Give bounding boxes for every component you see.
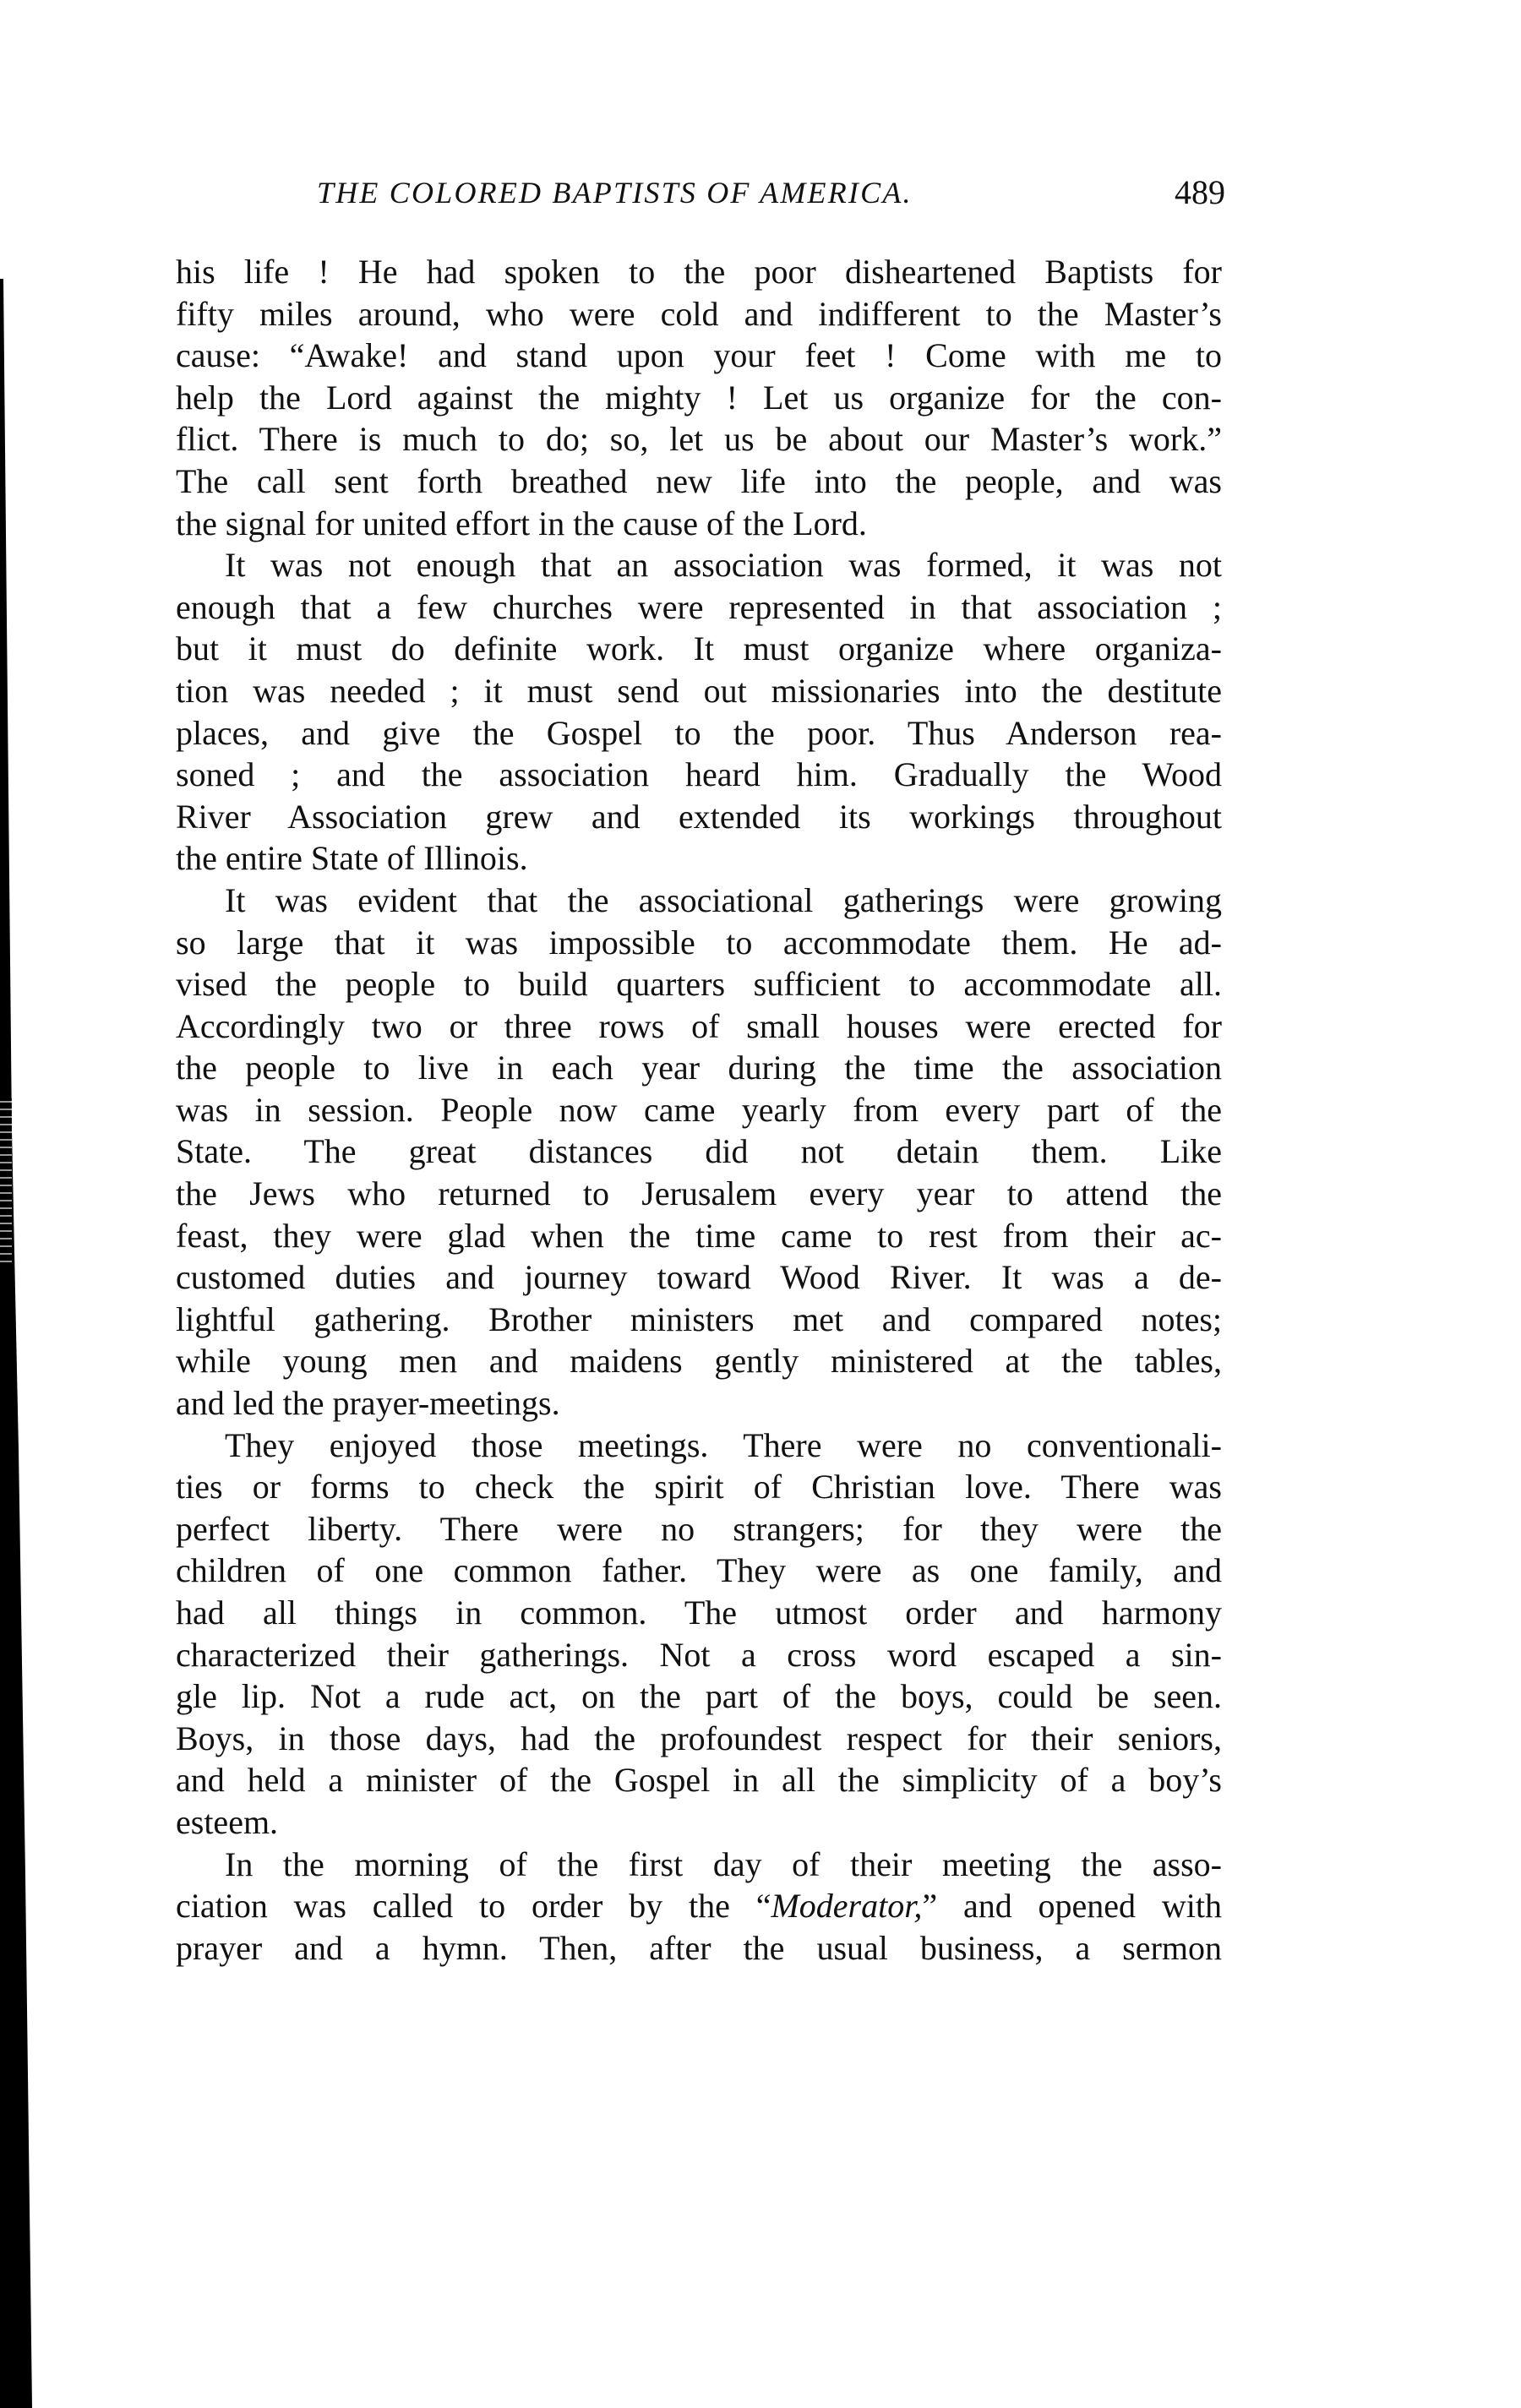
text-segment: ciation was called to order by the “ (176, 1887, 771, 1926)
text-line: characterized their gatherings. Not a cross word escaped a sin- (176, 1635, 1222, 1674)
text-line: River Association grew and extended its workings throughout (176, 797, 1222, 836)
text-line: Boys, in those days, had the profoundest respect for their seniors, (176, 1719, 1222, 1757)
text-line: Accordingly two or three rows of small houses were erected for (176, 1006, 1222, 1045)
binding-gutter-shadow (0, 279, 34, 2408)
text-line: vised the people to build quarters sufficient to accommodate all. (176, 965, 1222, 1004)
text-line: was in session. People now came yearly from every part of the (176, 1090, 1222, 1129)
text-line: lightful gathering. Brother ministers met and compared notes; (176, 1299, 1222, 1338)
paragraph (176, 1844, 1222, 1969)
text-line: and led the prayer-meetings. (176, 1384, 560, 1423)
text-line: ties or forms to check the spirit of Christian love. There was (176, 1468, 1222, 1506)
text-line: cause: “Awake! and stand upon your feet ! Come with me to (176, 336, 1222, 375)
running-head (317, 173, 1225, 215)
page-number: 489 (1175, 173, 1225, 211)
text-line: the Jews who returned to Jerusalem every year to attend the (176, 1174, 1222, 1213)
text-segment: ” and opened with (922, 1887, 1222, 1926)
text-line: and held a minister of the Gospel in all the simplicity of a boy’s (176, 1761, 1222, 1800)
text-line: the signal for united effort in the cause of the Lord. (176, 504, 867, 542)
text-line: It was evident that the associational gatherings were growing (225, 880, 1222, 919)
text-line: fifty miles around, who were cold and indifferent to the Master’s (176, 294, 1222, 333)
paragraph (176, 880, 1222, 1425)
text-line: children of one common father. They were as one family, and (176, 1551, 1222, 1590)
text-line: gle lip. Not a rude act, on the part of the boys, could be seen. (176, 1677, 1222, 1716)
text-line: soned ; and the association heard him. Gradually the Wood (176, 755, 1222, 794)
text-line: customed duties and journey toward Wood River. It was a de- (176, 1258, 1222, 1297)
text-line: State. The great distances did not detain them. Like (176, 1132, 1222, 1171)
text-line: perfect liberty. There were no strangers; for they were the (176, 1509, 1222, 1548)
text-line: so large that it was impossible to accommodate them. He ad- (176, 923, 1222, 962)
text-line: feast, they were glad when the time came to rest from their ac- (176, 1216, 1222, 1255)
text-line: It was not enough that an association was formed, it was not (225, 546, 1222, 585)
text-line: tion was needed ; it must send out missionaries into the destitute (176, 671, 1222, 710)
text-line: while young men and maidens gently ministered at the tables, (176, 1342, 1222, 1381)
text-line: In the morning of the first day of their meeting the asso- (225, 1844, 1222, 1883)
paragraph (176, 544, 1222, 880)
text-line: his life ! He had spoken to the poor disheartened Baptists for (176, 253, 1222, 291)
text-line: help the Lord against the mighty ! Let us organize for the con- (176, 378, 1222, 417)
text-line: places, and give the Gospel to the poor. Thus Anderson rea- (176, 713, 1222, 752)
text-line: enough that a few churches were represented in that association ; (176, 587, 1222, 626)
body-text (176, 251, 1222, 1969)
text-line: esteem. (176, 1802, 279, 1841)
text-line: had all things in common. The utmost order and harmony (176, 1594, 1222, 1632)
text-line: but it must do definite work. It must organize where organiza- (176, 629, 1222, 668)
text-line-with-italic (176, 1885, 1222, 1927)
text-line: They enjoyed those meetings. There were no conventionali- (225, 1425, 1222, 1464)
text-line: flict. There is much to do; so, let us be about our Master’s work.” (176, 420, 1222, 459)
running-head-title: THE COLORED BAPTISTS OF AMERICA. (317, 176, 913, 210)
text-line: the people to live in each year during the time the association (176, 1049, 1222, 1087)
binding-gutter-noise (0, 1098, 12, 1267)
text-line: prayer and a hymn. Then, after the usual business, a sermon (176, 1928, 1222, 1967)
paragraph (176, 251, 1222, 544)
italic-term-moderator: Moderator, (771, 1887, 923, 1926)
text-line: the entire State of Illinois. (176, 839, 528, 878)
paragraph (176, 1425, 1222, 1844)
text-line: The call sent forth breathed new life into the people, and was (176, 461, 1222, 500)
